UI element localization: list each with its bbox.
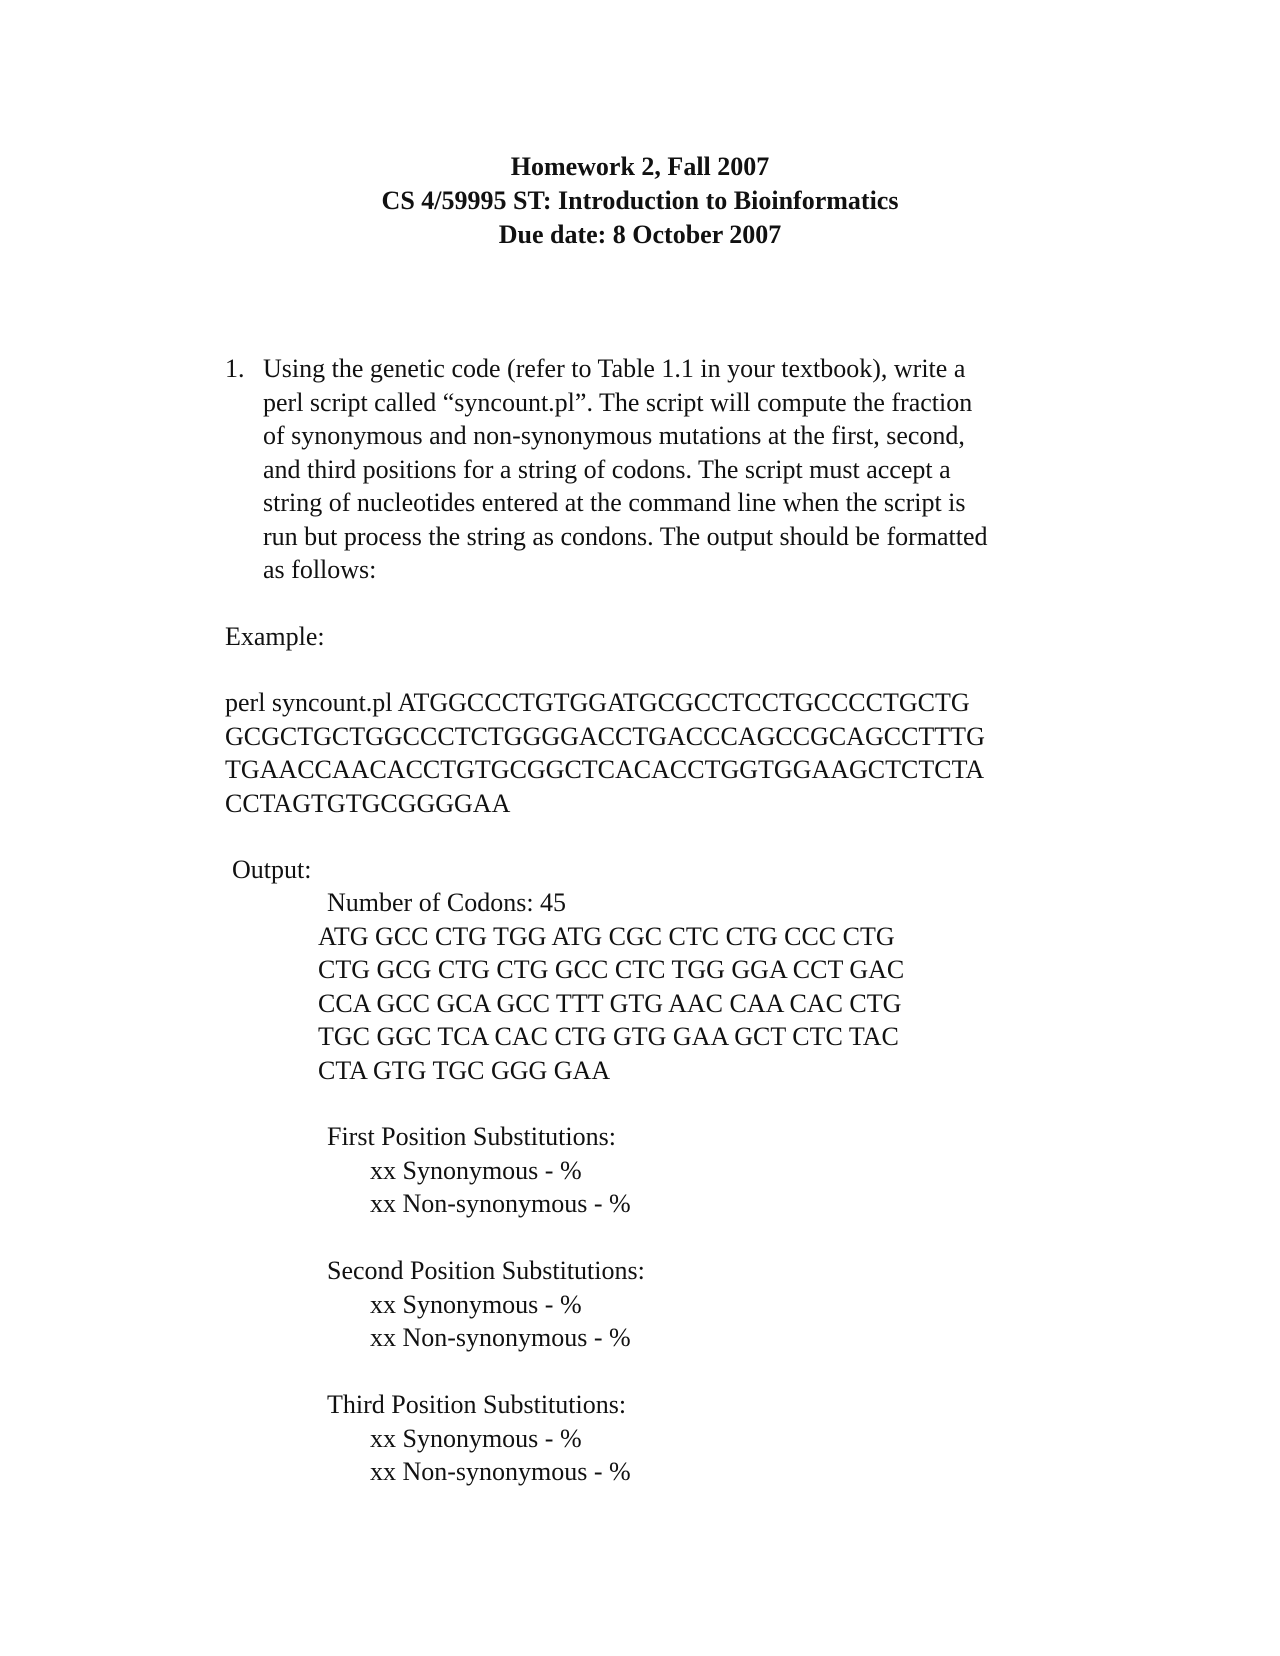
substitution-title: Third Position Substitutions: xyxy=(327,1390,627,1419)
substitution-title: First Position Substitutions: xyxy=(327,1122,616,1151)
synonymous-line: xx Synonymous - % xyxy=(370,1155,582,1185)
example-label: Example: xyxy=(225,622,325,651)
question-text: Using the genetic code (refer to Table 1.1 in your textbook), write a perl script called “syncount.pl”. The script will compute the fraction of synonymous and non-synonymous mutations at the first, second, and third positions for a string of codons. The script must accept a string of nucleotides entered at the command line when the script is run but process the string as condons. The output should be formatted as follows: xyxy=(263,354,988,584)
second-position-substitutions xyxy=(327,1254,645,1355)
question-number: 1. xyxy=(225,354,245,383)
non-synonymous-line: xx Non-synonymous - % xyxy=(370,1189,631,1218)
example-command: perl syncount.pl ATGGCCCTGTGGATGCGCCTCCTGCCCCTGCTG GCGCTGCTGGCCCTCTGGGGACCTGACCCAGCCGCAGCCTTTG TGAACCAACACCTGTGCGGCTCACACCTGGTGGAAGCTCTCTA CCTAGTGTGCGGGGAA xyxy=(225,688,985,818)
non-synonymous-line: xx Non-synonymous - % xyxy=(370,1457,631,1486)
due-date: Due date: 8 October 2007 xyxy=(498,220,782,249)
synonymous-line: xx Synonymous - % xyxy=(370,1423,582,1453)
synonymous-line: xx Synonymous - % xyxy=(370,1289,582,1319)
codon-count: Number of Codons: 45 xyxy=(327,888,567,917)
non-synonymous-line: xx Non-synonymous - % xyxy=(370,1323,631,1352)
first-position-substitutions xyxy=(327,1120,631,1221)
substitution-title: Second Position Substitutions: xyxy=(327,1256,645,1285)
question-1 xyxy=(225,352,1095,587)
output-label: Output: xyxy=(232,855,312,884)
homework-title: Homework 2, Fall 2007 xyxy=(510,152,770,181)
document-header xyxy=(0,150,1280,252)
course-title: CS 4/59995 ST: Introduction to Bioinformatics xyxy=(381,186,899,215)
output-block xyxy=(318,886,904,1087)
codon-list: ATG GCC CTG TGG ATG CGC CTC CTG CCC CTG CTG GCG CTG CTG GCC CTC TGG GGA CCT GAC CCA GCC GCA GCC TTT GTG AAC CAA CAC CTG TGC GGC TCA CAC CTG GTG GAA GCT CTC TAC CTA GTG TGC GGG GAA xyxy=(318,921,905,1085)
third-position-substitutions xyxy=(327,1388,631,1489)
